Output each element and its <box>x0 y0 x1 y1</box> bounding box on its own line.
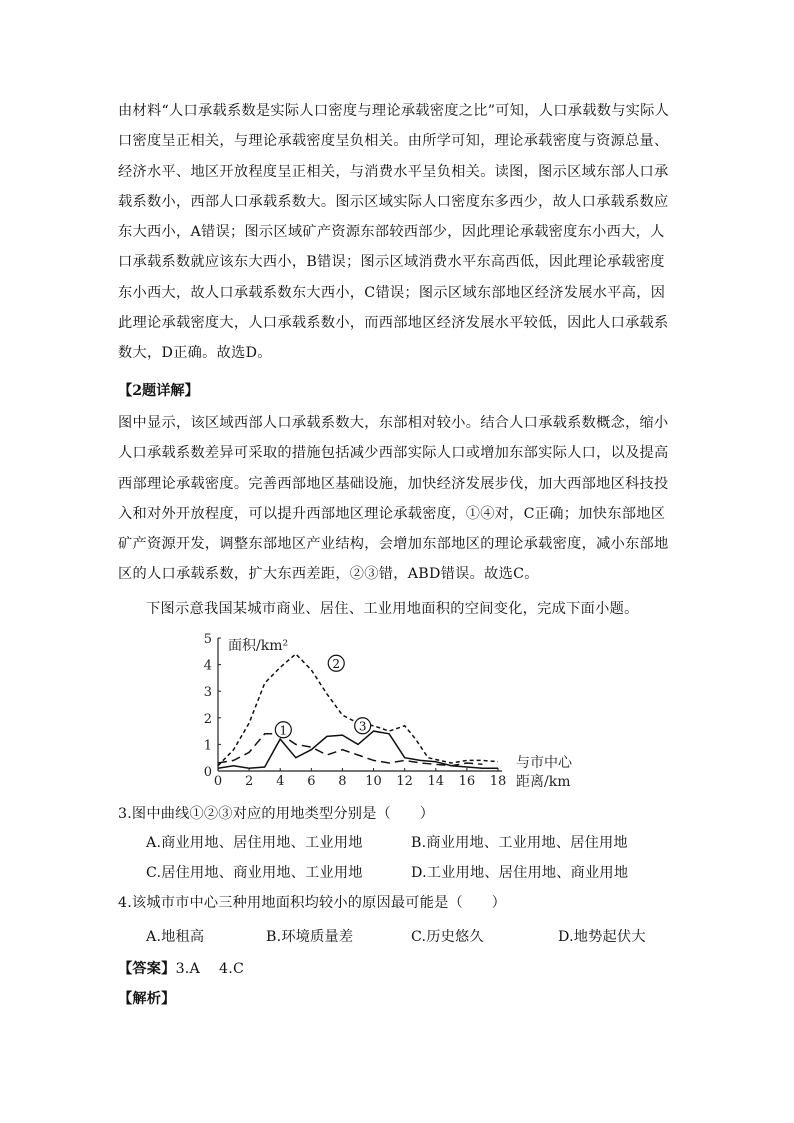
question-4: 4.该城市市中心三种用地面积均较小的原因最可能是（ ） <box>118 895 507 911</box>
y-tick-label: 0 <box>203 765 212 780</box>
x-tick-label: 2 <box>244 774 254 789</box>
x-tick-label: 12 <box>396 774 413 789</box>
series-label: 2 <box>332 656 341 671</box>
question-3: 3.图中曲线①②③对应的用地类型分别是（ ） <box>118 806 435 822</box>
y-tick-label: 4 <box>203 658 212 674</box>
figure-intro: 下图示意我国某城市商业、居住、工业用地面积的空间变化，完成下面小题。 <box>146 601 639 617</box>
x-tick-label: 14 <box>427 774 445 789</box>
x-tick-label: 16 <box>458 774 476 789</box>
q4-option-d: D.地势起伏大 <box>558 929 646 945</box>
y-tick-label: 3 <box>203 685 212 701</box>
x-tick-label: 0 <box>213 774 223 789</box>
y-tick-label: 5 <box>203 632 212 647</box>
land-area-chart <box>200 630 572 795</box>
answer-line <box>118 958 244 978</box>
paragraph-2: 图中显示，该区域西部人口承载系数大，东部相对较小。结合人口承载系数概念，缩小人口承载系数差异可采取的措施包括减少西部实际人口或增加东部实际人口，以及提高西部理论承载密度。完善西部地区基础设施，加快经济发展步伐，加大西部地区科技投入和对外开放程度，可以提升西部地区理论承载密度，①④对，C正确；加快东部地区矿产资源开发，调整东部地区产业结构，会增加东部地区的理论承载密度，减小东部地区的人口承载系数，扩大东西差距，②③错，ABD错误。故选C。 <box>118 415 669 583</box>
series-label: 1 <box>279 723 288 738</box>
section-heading-q2: 【2题详解】 <box>118 383 199 399</box>
y-axis-label: 面积/km² <box>228 638 289 654</box>
series-label: 3 <box>358 719 367 734</box>
y-tick-label: 1 <box>203 738 212 754</box>
q3-option-b: B.商业用地、工业用地、居住用地 <box>411 835 628 851</box>
x-tick-label: 8 <box>338 774 347 789</box>
paragraph-1: 由材料“人口承载系数是实际人口密度与理论承载密度之比”可知，人口承载数与实际人口密度呈正相关，与理论承载密度呈负相关。由所学可知，理论承载密度与资源总量、经济水平、地区开放程度呈正相关，与消费水平呈负相关。读图，图示区域东部人口承载系数小，西部人口承载系数大。图示区域实际人口密度东多西少，故人口承载系数应东大西小，A错误；图示区域矿产资源东部较西部少，因此理论承载密度东小西大，人口承载系数就应该东大西小，B错误；图示区域消费水平东高西低，因此理论承载密度东小西大，故人口承载系数东大西小，C错误；图示区域东部地区经济发展水平高，因此理论承载密度大，人口承载系数小，而西部地区经济发展水平较低，因此人口承载系数大，D正确。故选D。 <box>118 103 670 362</box>
y-tick-label: 2 <box>203 711 212 727</box>
q3-option-d: D.工业用地、居住用地、商业用地 <box>411 865 629 881</box>
answer-value: 3.A 4.C <box>175 961 245 977</box>
q3-option-c: C.居住用地、商业用地、工业用地 <box>146 865 363 881</box>
x-tick-label: 6 <box>307 774 316 789</box>
q4-option-b: B.环境质量差 <box>266 929 354 945</box>
series-line <box>218 654 498 766</box>
q4-option-c: C.历史悠久 <box>411 929 484 945</box>
x-tick-label: 18 <box>489 774 507 789</box>
analysis-label: 【解析】 <box>118 991 176 1007</box>
x-axis-label-line1: 与市中心 <box>516 755 572 771</box>
x-tick-label: 10 <box>365 774 382 789</box>
answer-label: 【答案】 <box>118 961 176 977</box>
q3-option-a: A.商业用地、居住用地、工业用地 <box>146 835 363 851</box>
x-tick-label: 4 <box>276 774 285 789</box>
x-axis-label-line2: 距离/km <box>516 774 571 790</box>
q4-option-a: A.地租高 <box>146 929 205 945</box>
